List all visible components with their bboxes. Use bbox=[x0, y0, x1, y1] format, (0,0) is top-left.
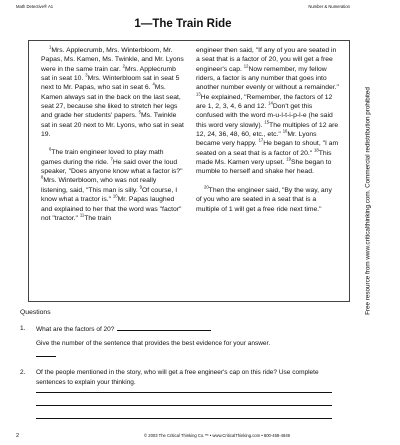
question-number: 2. bbox=[20, 369, 26, 376]
sentence-text: She began to mumble to herself and shake her head. bbox=[196, 159, 332, 176]
sentence-text: The multiples of 12 are 12, 24, 36, 48, 60, etc., etc." bbox=[196, 121, 339, 139]
answer-blank[interactable] bbox=[117, 324, 211, 331]
sentence-text: This made Ms. Kamen very upset. bbox=[196, 149, 332, 167]
story-paragraph bbox=[196, 186, 339, 214]
sentence-number: 2 bbox=[122, 63, 125, 69]
page-footer bbox=[16, 433, 350, 441]
sentence-number: 5 bbox=[138, 110, 141, 116]
sentence-text: Of course, I know what a tractor is." bbox=[41, 186, 178, 204]
sentence-number: 6 bbox=[49, 147, 52, 153]
sentence-number: 13 bbox=[196, 91, 201, 97]
answer-line[interactable] bbox=[36, 405, 332, 406]
sentence-text: Mrs. Winterbloom, who was not really listening, said, "This man is silly. bbox=[41, 177, 157, 194]
book-title: Math Detective® A1 bbox=[16, 4, 54, 9]
sentence-text: Mrs. Winterbloom sat in seat 5 next to Mr. Papas, who sat in seat 6. bbox=[41, 75, 180, 92]
page-header bbox=[16, 4, 350, 12]
sentence-text: Now remember, my fellow riders, a factor is any number that goes into another number evenly or without a remainder." bbox=[196, 65, 339, 92]
sentence-text: The train engineer loved to play math games during the ride. bbox=[41, 149, 164, 166]
sentence-number: 15 bbox=[264, 119, 270, 125]
side-note-text: Free resource from www.criticalthinking.com. Commercial redistribution prohibited bbox=[364, 87, 372, 315]
sentence-text: He began to shout, "I am seated on a seat that is a factor of 20." bbox=[196, 140, 339, 157]
section-title: Number & Numeration bbox=[308, 4, 350, 9]
sentence-number: 4 bbox=[152, 82, 155, 88]
sentence-number-blank[interactable] bbox=[36, 350, 56, 357]
sentence-text: The train bbox=[84, 214, 112, 222]
sentence-number: 19 bbox=[286, 156, 291, 162]
answer-line[interactable] bbox=[36, 392, 332, 393]
story-box bbox=[28, 40, 350, 302]
sentence-text: Don't get this confused with the word m-u-l-t-i-p-l-e (he said this word very slowly). bbox=[196, 103, 333, 129]
sentence-text: Ms. Kamen always sat in the back on the last seat, seat 27, because she liked to stretch her legs and grade her students' papers. bbox=[41, 84, 181, 120]
question-2 bbox=[20, 368, 350, 387]
sentence-number: 16 bbox=[282, 128, 288, 134]
story-paragraph bbox=[41, 148, 184, 223]
question-subtext: Give the number of the sentence that provides the best evidence for your answer. bbox=[36, 339, 271, 347]
story-paragraph bbox=[41, 46, 184, 139]
sentence-number: 12 bbox=[243, 63, 249, 69]
sentence-number: 20 bbox=[204, 184, 209, 190]
answer-line[interactable] bbox=[36, 418, 332, 419]
sentence-number: 18 bbox=[314, 147, 319, 153]
sentence-number: 8 bbox=[41, 175, 44, 181]
question-text: Of the people mentioned in the story, who will get a free engineer's cap on this ride? Use complete sentences to explain your thinking. bbox=[36, 369, 319, 386]
story-column-right bbox=[196, 46, 339, 214]
sentence-text: Mrs. Applecrumb sat in seat 10. bbox=[41, 65, 176, 83]
question-1 bbox=[20, 324, 350, 357]
sentence-number: 7 bbox=[110, 156, 113, 162]
sentence-number: 10 bbox=[112, 193, 118, 199]
story-paragraph bbox=[196, 46, 339, 177]
side-note bbox=[361, 56, 375, 346]
sentence-text: Mr. Papas laughed and explained to her that the word was "factor" not "tractor." bbox=[41, 196, 182, 222]
sentence-text: engineer then said, "If any of you are seated in a seat that is a factor of 20, you will get a free engineer's cap. bbox=[196, 47, 337, 73]
sentence-number: 14 bbox=[268, 100, 273, 106]
sentence-number: 9 bbox=[139, 184, 142, 190]
question-text: What are the factors of 20? bbox=[36, 326, 115, 333]
sentence-text: Then the engineer said, "By the way, any of you who are seated in a seat that is a multiple of 1 will get a free ride next time." bbox=[196, 186, 332, 213]
sentence-number: 17 bbox=[258, 138, 264, 144]
sentence-number: 11 bbox=[79, 212, 85, 218]
question-number: 1. bbox=[20, 325, 26, 332]
sentence-text: He said over the loud speaker, "Does anyone know what a factor is?" bbox=[41, 158, 183, 176]
page-number: 2 bbox=[16, 433, 20, 439]
questions-heading: Questions bbox=[20, 309, 51, 316]
story-title: 1—The Train Ride bbox=[134, 18, 232, 30]
sentence-number: 3 bbox=[85, 72, 88, 78]
sentence-text: Mrs. Applecrumb, Mrs. Winterbloom, Mr. Papas, Ms. Kamen, Ms. Twinkle, and Mr. Lyons were in the same train car. bbox=[41, 47, 184, 73]
sentence-text: Mr. Lyons became very happy. bbox=[196, 131, 317, 148]
story-column-left bbox=[41, 46, 184, 223]
sentence-text: Ms. Twinkle sat in seat 20 next to Mr. Lyons, who sat in seat 19. bbox=[41, 112, 184, 139]
copyright-line: © 2003 The Critical Thinking Co.™ • www.CriticalThinking.com • 800-458-4849 bbox=[144, 433, 290, 438]
sentence-number: 1 bbox=[49, 44, 52, 50]
sentence-text: He explained, "Remember, the factors of 12 are 1, 2, 3, 4, 6 and 12. bbox=[196, 93, 333, 111]
